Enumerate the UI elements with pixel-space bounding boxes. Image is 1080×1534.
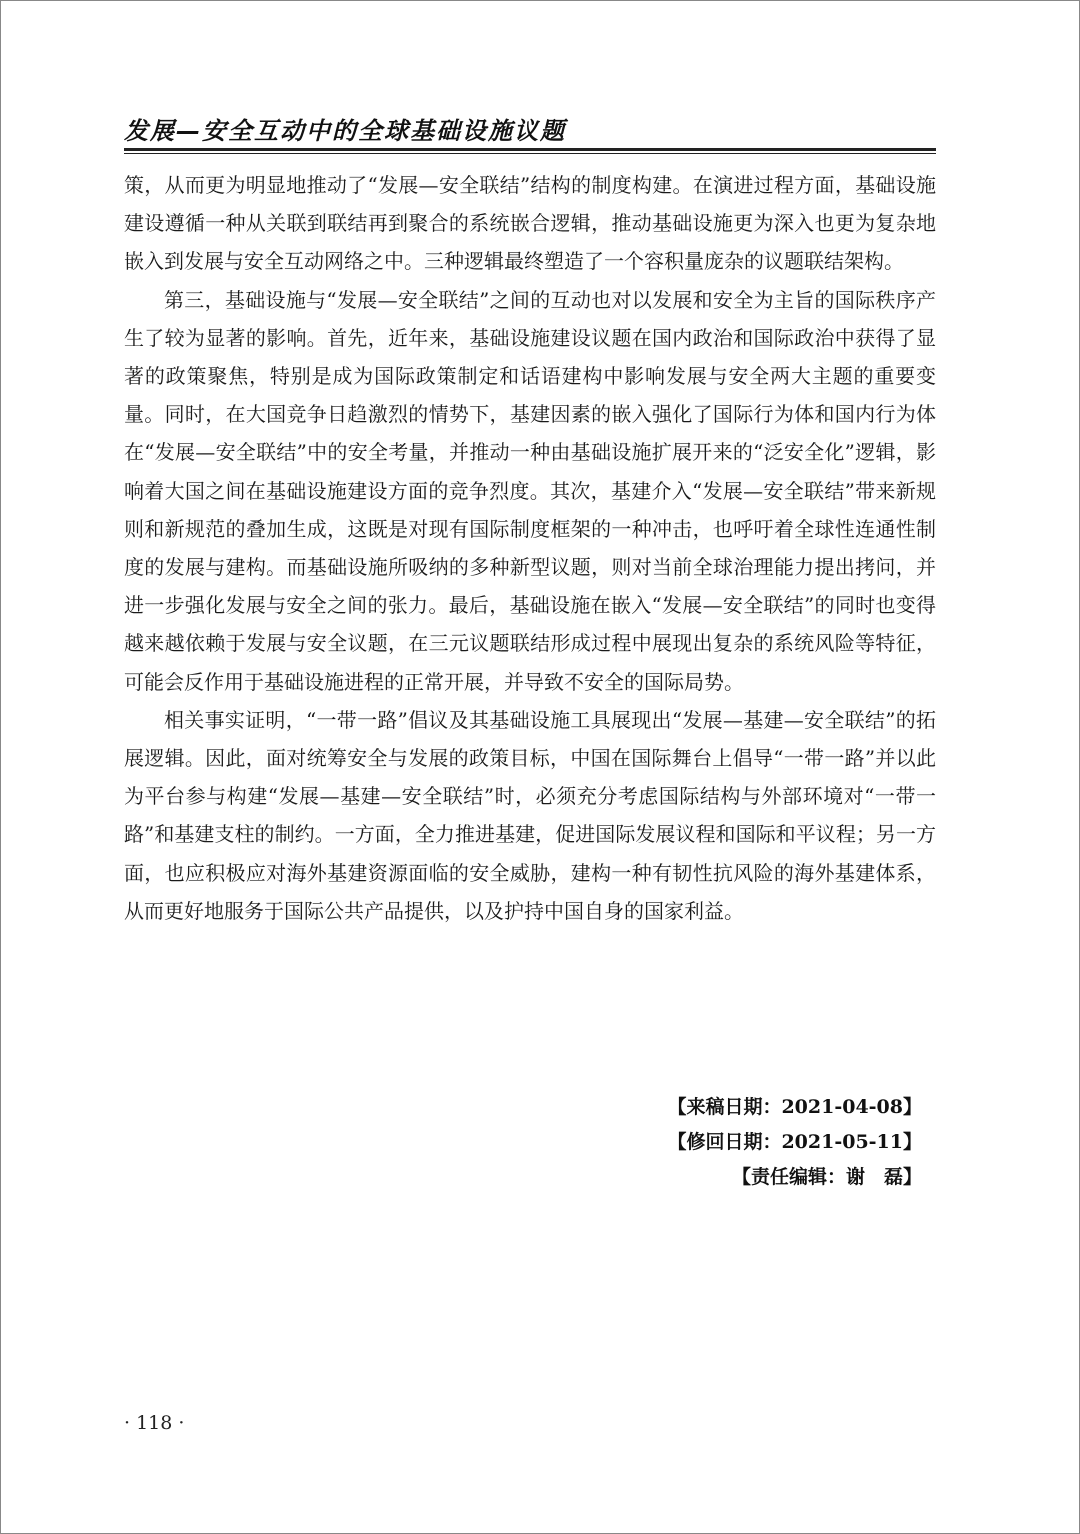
received-date: 【来稿日期：2021-04-08】 (667, 1096, 922, 1118)
responsible-editor: 【责任编辑：谢 磊】 (731, 1166, 922, 1188)
page-number: · 118 · (124, 1412, 185, 1434)
paragraph-third-point: 第三，基础设施与“发展—安全联结”之间的互动也对以发展和安全为主旨的国际秩序产生了较为显著的影响。首先，近年来，基础设施建设议题在国内政治和国际政治中获得了显著的政策聚焦，特别是成为国际政策制定和话语建构中影响发展与安全两大主题的重要变量。同时，在大国竞争日趋激烈的情势下，基建因素的嵌入强化了国际行为体和国内行为体在“发展—安全联结”中的安全考量，并推动一种由基础设施扩展开来的“泛安全化”逻辑，影响着大国之间在基础设施建设方面的竞争烈度。其次，基建介入“发展—安全联结”带来新规则和新规范的叠加生成，这既是对现有国际制度框架的一种冲击，也呼吁着全球性连通性制度的发展与建构。而基础设施所吸纳的多种新型议题，则对当前全球治理能力提出拷问，并进一步强化发展与安全之间的张力。最后，基础设施在嵌入“发展—安全联结”的同时也变得越来越依赖于发展与安全议题，在三元议题联结形成过程中展现出复杂的系统风险等特征，可能会反作用于基础设施进程的正常开展，并导致不安全的国际局势。 (124, 287, 936, 694)
running-header (124, 116, 936, 154)
revised-date: 【修回日期：2021-05-11】 (667, 1131, 922, 1153)
running-title: 发展—安全互动中的全球基础设施议题 (124, 117, 566, 145)
body-text (124, 166, 936, 930)
article-meta (667, 1090, 922, 1195)
header-rule-thin (124, 153, 936, 154)
paragraph-conclusion: 相关事实证明，“一带一路”倡议及其基础设施工具展现出“发展—基建—安全联结”的拓展逻辑。因此，面对统筹安全与发展的政策目标，中国在国际舞台上倡导“一带一路”并以此为平台参与构建“发展—基建—安全联结”时，必须充分考虑国际结构与外部环境对“一带一路”和基建支柱的制约。一方面，全力推进基建，促进国际发展议程和国际和平议程；另一方面，也应积极应对海外基建资源面临的安全威胁，建构一种有韧性抗风险的海外基建体系，从而更好地服务于国际公共产品提供，以及护持中国自身的国家利益。 (124, 707, 936, 923)
header-rule-thick (124, 148, 936, 151)
paragraph-continued: 策，从而更为明显地推动了“发展—安全联结”结构的制度构建。在演进过程方面，基础设施建设遵循一种从关联到联结再到聚合的系统嵌合逻辑，推动基础设施更为深入也更为复杂地嵌入到发展与安全互动网络之中。三种逻辑最终塑造了一个容积量庞杂的议题联结架构。 (124, 173, 936, 274)
